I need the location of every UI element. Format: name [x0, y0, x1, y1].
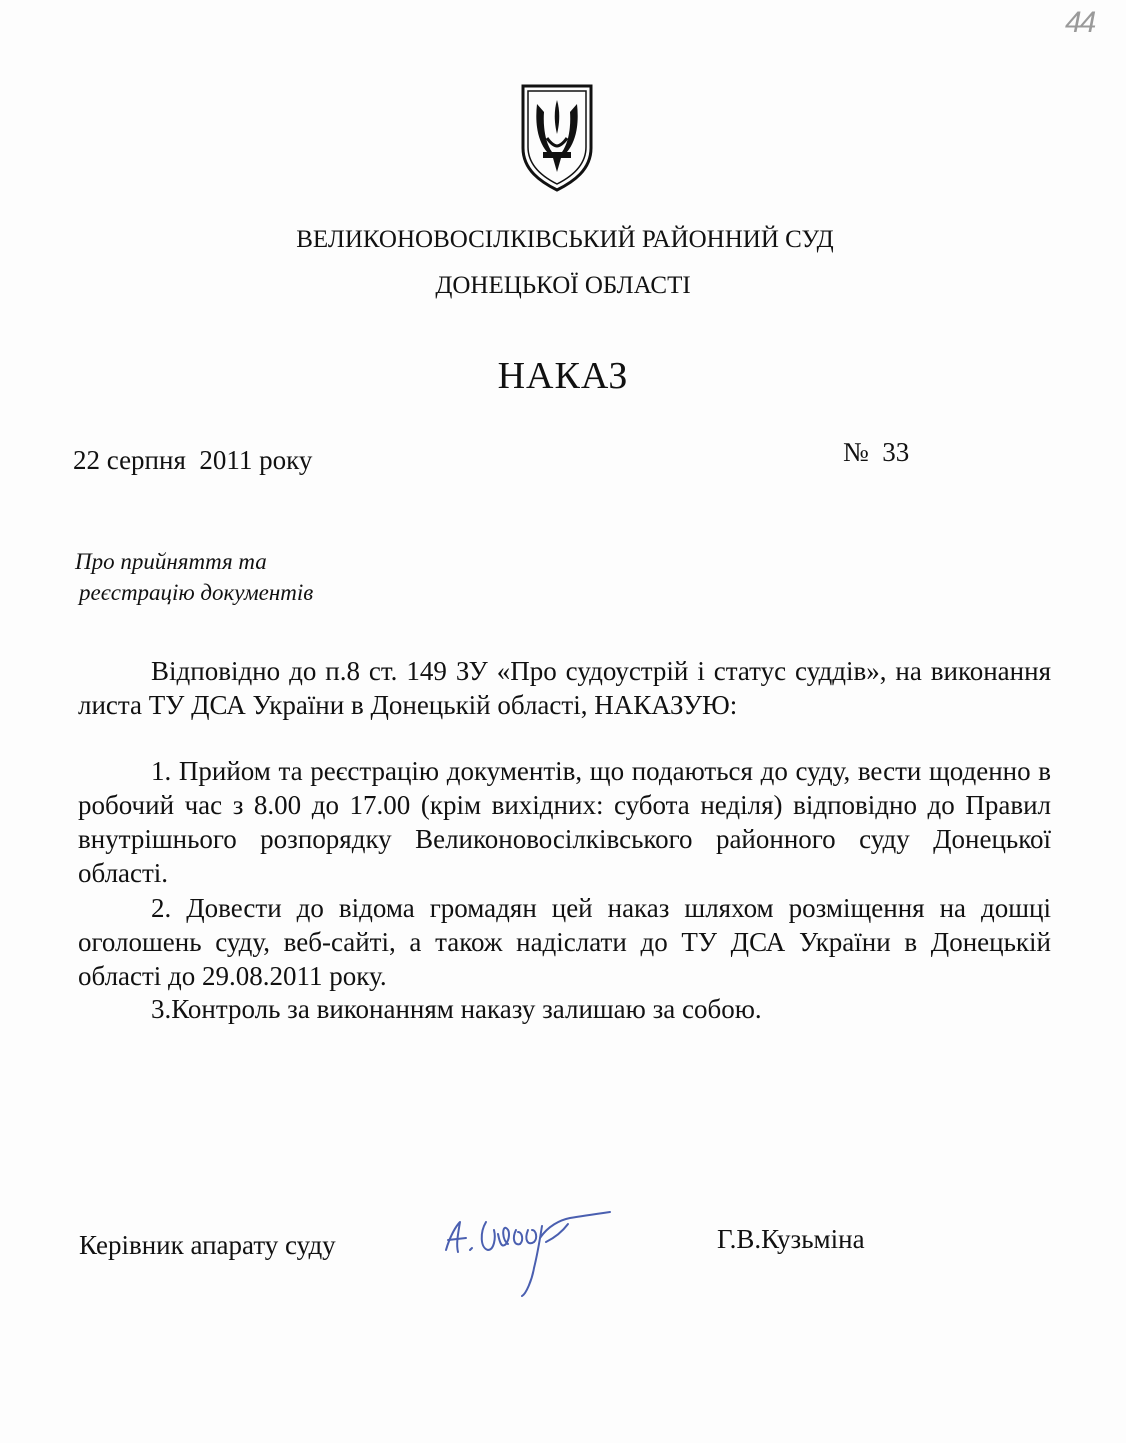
document-date: 22 серпня 2011 року — [73, 445, 313, 475]
handwritten-signature — [436, 1198, 616, 1298]
document-subject — [75, 546, 313, 608]
signatory-position: Керівник апарату суду — [79, 1230, 336, 1260]
court-region: ДОНЕЦЬКОЇ ОБЛАСТІ — [435, 272, 691, 299]
signatory-name: Г.В.Кузьміна — [717, 1224, 865, 1254]
court-name: ВЕЛИКОНОВОСІЛКІВСЬКИЙ РАЙОННИЙ СУД — [296, 226, 834, 253]
handwritten-page-number: 44 — [1065, 6, 1095, 39]
subject-line-1: Про прийняття та — [75, 549, 267, 574]
order-item-1: 1. Прийом та реєстрацію документів, що подаються до суду, вести щоденно в робочий час з 8.00 до 17.00 (крім вихідних: субота неділя) відповідно до Правил внутрішнього розпорядку Великоновосілківського районного суду Донецької області. — [78, 756, 1051, 888]
intro-paragraph: Відповідно до п.8 ст. 149 ЗУ «Про судоустрій і статус суддів», на виконання листа ТУ ДСА України в Донецькій області, НАКАЗУЮ: — [78, 656, 1051, 720]
order-item-3: 3.Контроль за виконанням наказу залишаю за собою. — [151, 994, 762, 1024]
document-title: НАКАЗ — [497, 355, 629, 397]
subject-line-2: реєстрацію документів — [79, 580, 314, 605]
order-item-2: 2. Довести до відома громадян цей наказ шляхом розміщення на дошці оголошень суду, веб-сайті, а також надіслати до ТУ ДСА України в Донецькій області до 29.08.2011 року. — [78, 893, 1051, 991]
document-number: № 33 — [843, 437, 910, 467]
trident-coat-of-arms-icon — [519, 82, 595, 194]
